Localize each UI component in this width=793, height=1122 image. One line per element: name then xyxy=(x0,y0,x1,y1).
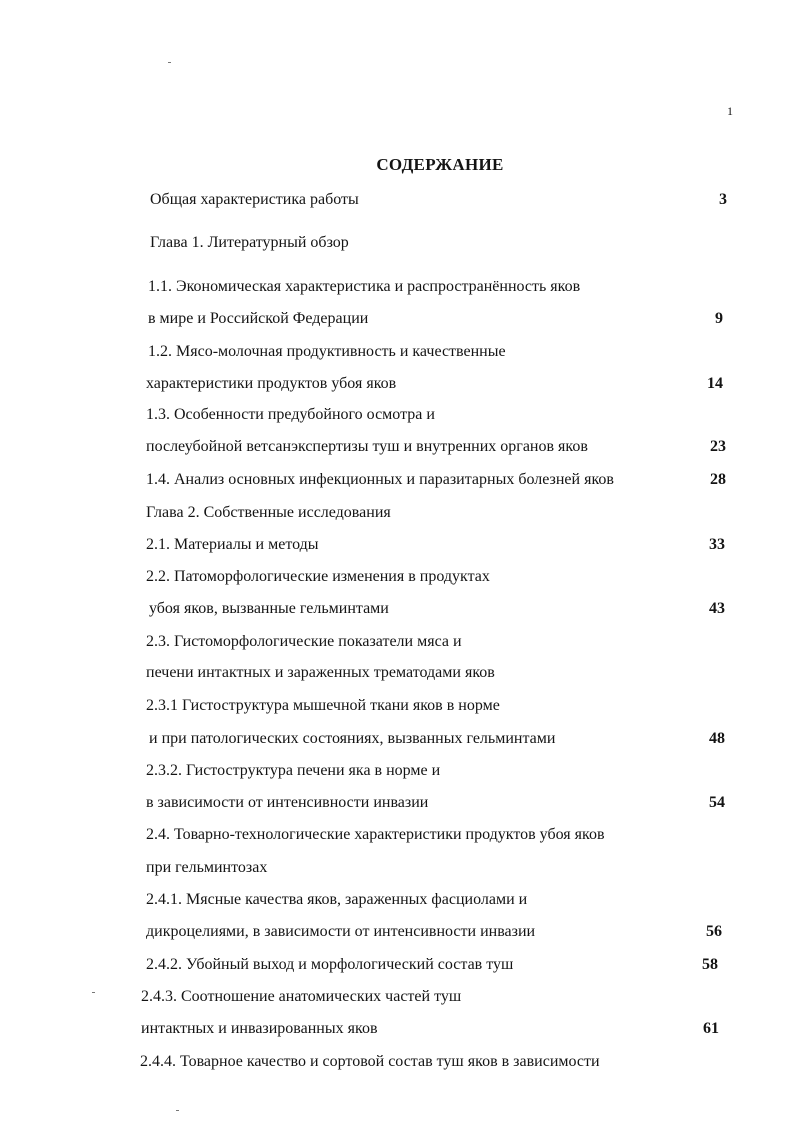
page-number: 1 xyxy=(727,104,733,118)
toc-entry-page: 56 xyxy=(706,923,722,940)
toc-entry-text: 2.3.1 Гистоструктура мышечной ткани яков в норме xyxy=(146,697,500,714)
toc-entry-text: в зависимости от интенсивности инвазии xyxy=(146,794,429,811)
toc-entry-page: 58 xyxy=(702,956,718,973)
toc-entry-text: дикроцелиями, в зависимости от интенсивности инвазии xyxy=(146,923,536,940)
toc-entry-text: 2.1. Материалы и методы xyxy=(146,536,319,553)
toc-entry-page: 9 xyxy=(715,310,723,327)
toc-entry-page: 33 xyxy=(709,536,725,553)
scan-speck xyxy=(176,1110,179,1111)
toc-entry-text: 2.3. Гистоморфологические показатели мяса и xyxy=(146,633,462,650)
toc-entry-text: печени интактных и зараженных трематодами яков xyxy=(146,664,495,681)
scan-speck xyxy=(168,62,171,63)
toc-entry-text: 2.4. Товарно-технологические характеристики продуктов убоя яков xyxy=(146,826,605,843)
toc-entry-page: 14 xyxy=(707,375,723,392)
toc-entry-page: 3 xyxy=(719,191,727,208)
toc-entry-text: при гельминтозах xyxy=(146,859,268,876)
toc-entry-text: 2.4.3. Соотношение анатомических частей туш xyxy=(141,988,462,1005)
toc-entry-text: Глава 1. Литературный обзор xyxy=(150,234,349,251)
toc-entry-page: 23 xyxy=(710,438,726,455)
toc-entry-page: 43 xyxy=(709,600,725,617)
toc-entry-text: 2.2. Патоморфологические изменения в продуктах xyxy=(146,568,490,585)
toc-entry-text: 1.1. Экономическая характеристика и распространённость яков xyxy=(148,278,581,295)
toc-entry-page: 61 xyxy=(703,1020,719,1037)
toc-entry-text: в мире и Российской Федерации xyxy=(148,310,369,327)
toc-entry-text: 1.3. Особенности предубойного осмотра и xyxy=(146,406,435,423)
toc-entry-text: послеубойной ветсанэкспертизы туш и внутренних органов яков xyxy=(146,438,588,455)
toc-entry-text: 1.2. Мясо-молочная продуктивность и качественные xyxy=(148,343,506,360)
toc-entry-page: 54 xyxy=(709,794,725,811)
toc-title: СОДЕРЖАНИЕ xyxy=(376,155,504,174)
toc-entry-text: 2.4.4. Товарное качество и сортовой состав туш яков в зависимости xyxy=(140,1053,600,1070)
toc-entry-text: Глава 2. Собственные исследования xyxy=(146,504,391,521)
toc-entry-page: 48 xyxy=(709,730,725,747)
toc-entry-text: Общая характеристика работы xyxy=(150,191,359,208)
toc-entry-page: 28 xyxy=(710,471,726,488)
toc-entry-text: и при патологических состояниях, вызванных гельминтами xyxy=(149,730,556,747)
toc-entry-text: интактных и инвазированных яков xyxy=(141,1020,378,1037)
toc-entry-text: убоя яков, вызванные гельминтами xyxy=(149,600,389,617)
toc-entry-text: характеристики продуктов убоя яков xyxy=(146,375,397,392)
scan-speck xyxy=(92,992,95,993)
toc-entry-text: 2.4.1. Мясные качества яков, зараженных фасциолами и xyxy=(146,891,528,908)
toc-entry-text: 2.4.2. Убойный выход и морфологический состав туш xyxy=(146,956,514,973)
toc-entry-text: 2.3.2. Гистоструктура печени яка в норме и xyxy=(146,762,441,779)
toc-entry-text: 1.4. Анализ основных инфекционных и паразитарных болезней яков xyxy=(146,471,614,488)
